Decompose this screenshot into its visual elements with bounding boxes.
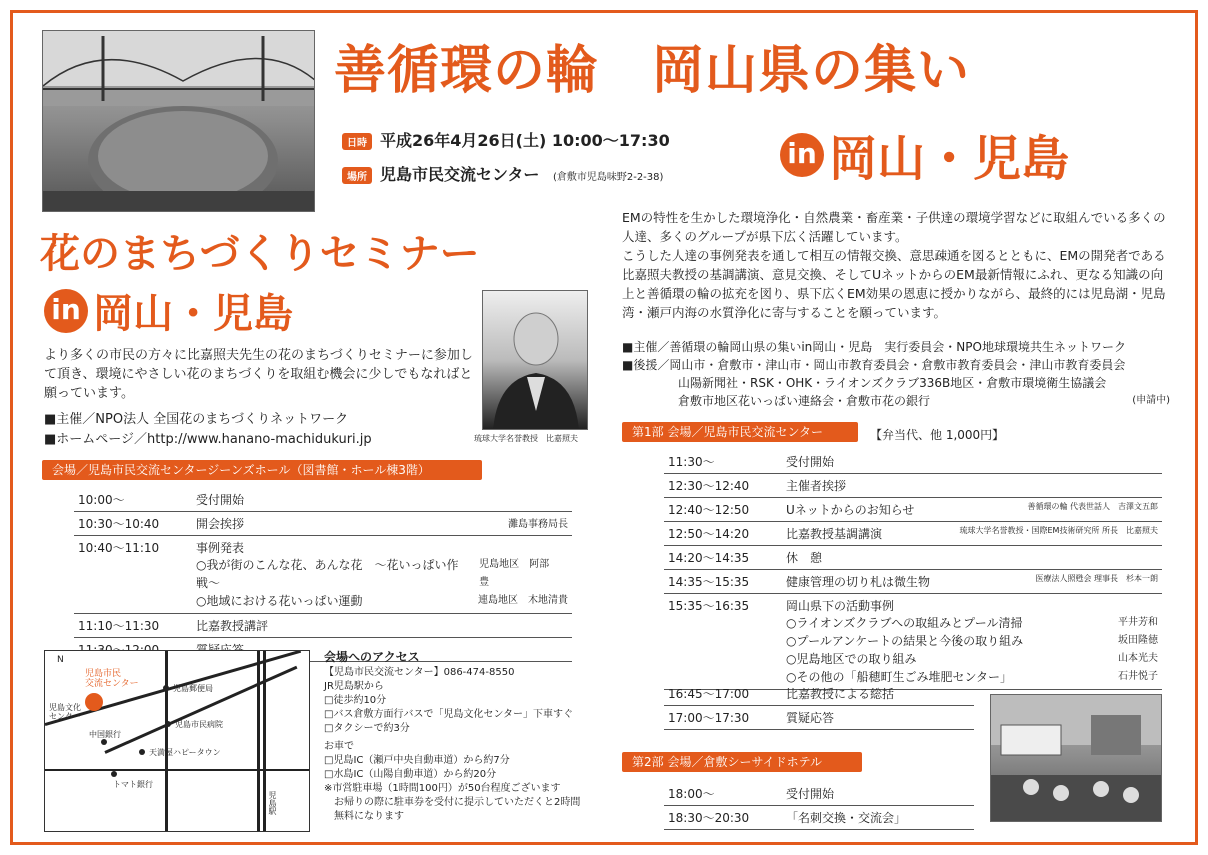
case-area: 連島地区 (478, 595, 518, 606)
seminar-organizer: ■主催／NPO法人 全国花のまちづくりネットワーク (44, 412, 349, 427)
speaker-cell (397, 614, 572, 638)
case-text: ○プールアンケートの結果と今後の取り組み (786, 634, 1024, 648)
case-area: 児島地区 (479, 559, 520, 570)
case-speaker (478, 592, 568, 610)
in-badge: in (780, 133, 824, 177)
seminar-schedule (74, 488, 572, 662)
access-line: □徒歩約10分 (324, 695, 387, 706)
date-row (342, 128, 670, 151)
speaker-cell (943, 546, 1162, 570)
table-row (664, 546, 1162, 570)
map-label-tenmaya: 天満屋ハピータウン (149, 748, 221, 757)
pool-cleaning-photo (990, 694, 1162, 822)
time-cell: 18:00〜 (664, 782, 782, 806)
bridge-monument-photo (42, 30, 315, 212)
time-cell: 14:35〜15:35 (664, 570, 782, 594)
map-road (263, 651, 266, 832)
title-cell: 受付開始 (782, 450, 943, 474)
part2-header: 第2部 会場／倉敷シーサイドホテル (622, 752, 862, 772)
time-cell: 17:00〜17:30 (664, 706, 782, 730)
case-text: ○児島地区での取り組み (786, 652, 917, 666)
access-line: □バス倉敷方面行バスで「児島文化センター」下車すぐ (324, 709, 574, 720)
map-label-station: 児島駅 (268, 791, 277, 815)
professor-portrait (482, 290, 588, 430)
place-tag: 場所 (342, 167, 372, 184)
access-map (44, 650, 310, 832)
seminar-in-badge: in (44, 289, 88, 333)
time-cell: 18:30〜20:30 (664, 806, 782, 830)
table-row (74, 536, 572, 614)
part1-schedule-table (664, 450, 1162, 690)
case-name: 坂田隆徳 (1118, 635, 1158, 646)
map-label-center: 児島市民 交流センター (85, 669, 139, 689)
sponsor-line-row (622, 392, 1170, 410)
table-row (664, 706, 974, 730)
map-road (257, 651, 260, 832)
intro-paragraph: こうした人達の事例発表を通して相互の情報交換、意思疎通を図るとともに、EMの開発者である比嘉照夫教授の基調講演、意見交換、そしてUネットからのEM最新情報にふれ、更なる知識の向上と善循環の輪の拡充を図り、県下広くEM効果の恩恵に授かりながら、最終的には児島湖・児島湾・瀬戸内海の水質浄化に寄与することを願っています。 (622, 248, 1166, 320)
part1-schedule (664, 450, 1162, 690)
table-row (664, 498, 1162, 522)
title-cell: 事例発表 (196, 541, 245, 555)
speaker-cell (943, 474, 1162, 498)
event-date: 平成26年4月26日(土) 10:00〜17:30 (380, 131, 670, 150)
table-row (664, 806, 974, 830)
title-cell: 主催者挨拶 (782, 474, 943, 498)
case-name: 石井悦子 (1118, 671, 1158, 682)
map-label-culture: 児島文化 センター (49, 703, 81, 721)
date-tag: 日時 (342, 133, 372, 150)
time-cell: 12:50〜14:20 (664, 522, 782, 546)
time-cell: 11:30〜 (664, 450, 782, 474)
map-label-hospital: 児島市民病院 (175, 720, 223, 729)
venue-marker (85, 693, 103, 711)
map-poi (163, 685, 169, 691)
time-cell: 16:45〜17:00 (664, 682, 782, 706)
title-cell: 比嘉教授基調講演 (782, 522, 943, 546)
speaker-cell (397, 488, 572, 512)
intro-text (622, 208, 1170, 322)
part1-schedule-end (664, 682, 974, 730)
case-text: ○我が街のこんな花、あんな花 〜花いっぱい作戦〜 (196, 558, 459, 590)
time-cell: 14:20〜14:35 (664, 546, 782, 570)
time-cell: 10:30〜10:40 (74, 512, 192, 536)
access-line: 【児島市民交流センター】086-474-8550 (324, 667, 515, 678)
seminar-venue-header: 会場／児島市民交流センタージーンズホール（図書館・ホール棟3階） (42, 460, 482, 480)
part1-header: 第1部 会場／児島市民交流センター (622, 422, 858, 442)
title-cell: 受付開始 (192, 488, 397, 512)
speaker-cell: 灘島事務局長 (397, 512, 572, 536)
access-line: お帰りの際に駐車券を受付に提示していただくと2時間 (324, 797, 581, 808)
title-cell: 比嘉教授による総括 (782, 682, 974, 706)
map-poi (111, 771, 117, 777)
location-title-block (780, 120, 1069, 189)
case-name: 阿部 豊 (479, 559, 560, 588)
title-cell: 健康管理の切り札は微生物 (782, 570, 943, 594)
case-name: 木地清貴 (528, 595, 568, 606)
case-cell (782, 594, 1162, 690)
event-title: 善循環の輪 岡山県の集い (334, 41, 971, 101)
table-row (664, 682, 974, 706)
seminar-location: 岡山・児島 (93, 291, 294, 337)
title-cell: 「名刺交換・交流会」 (782, 806, 974, 830)
title-cell: 受付開始 (782, 782, 974, 806)
access-line: お車で (324, 741, 354, 752)
map-poi (165, 721, 171, 727)
seminar-title: 花のまちづくりセミナー (40, 231, 480, 277)
access-line: □タクシーで約3分 (324, 723, 410, 734)
intro-paragraph: EMの特性を生かした環境浄化・自然農業・畜産業・子供達の環境学習などに取組んでいる多くの人達、多くのグループが県下広く活躍しています。 (622, 210, 1166, 244)
bridge-illustration (43, 31, 315, 212)
access-line: ※市営駐車場（1時間100円）が50台程度ございます (324, 783, 561, 794)
case-row (196, 556, 568, 592)
sponsor-line: 倉敷市地区花いっぱい連絡会・倉敷市花の銀行 (678, 394, 931, 408)
access-section (324, 650, 594, 824)
case-text: ○地域における花いっぱい運動 (196, 594, 363, 608)
location-title: 岡山・児島 (829, 131, 1070, 187)
north-arrow: N (57, 655, 64, 665)
table-row (664, 594, 1162, 690)
seminar-schedule-table (74, 488, 572, 662)
table-row (664, 450, 1162, 474)
table-row (664, 474, 1162, 498)
title-cell: 岡山県下の活動事例 (786, 599, 895, 613)
event-place: 児島市民交流センター (380, 165, 540, 184)
time-cell: 10:00〜 (74, 488, 192, 512)
sponsor-line: 山陽新聞社・RSK・OHK・ライオンズクラブ336B地区・倉敷市環境衛生協議会 (678, 376, 1107, 390)
map-road (165, 651, 168, 832)
table-row (74, 614, 572, 638)
case-text: ○その他の「船穂町生ごみ堆肥センター」 (786, 670, 1012, 684)
person-illustration (483, 291, 588, 430)
access-line: 無料になります (324, 811, 404, 822)
table-row (74, 488, 572, 512)
time-cell: 11:10〜11:30 (74, 614, 192, 638)
map-road (45, 769, 310, 771)
case-row (786, 632, 1158, 650)
seminar-intro: より多くの市民の方々に比嘉照夫先生の花のまちづくりセミナーに参加して頂き、環境にやさしい花のまちづくりを取組む機会に少しでもなればと願っています。 (44, 348, 473, 401)
case-row (786, 614, 1158, 632)
case-cell (192, 536, 572, 614)
title-cell: Uネットからのお知らせ (782, 498, 943, 522)
time-cell: 15:35〜16:35 (664, 594, 782, 690)
part2-schedule (664, 782, 974, 830)
map-label-post: 児島郵便局 (173, 684, 213, 693)
map-label-chugoku-bank: 中国銀行 (89, 730, 121, 739)
seminar-location-block (44, 282, 293, 339)
time-cell: 12:40〜12:50 (664, 498, 782, 522)
access-line: JR児島駅から (324, 681, 384, 692)
table-row (664, 570, 1162, 594)
title-cell: 休 憩 (782, 546, 943, 570)
portrait-caption: 琉球大学名誉教授 比嘉照夫 (474, 434, 578, 443)
time-cell: 10:40〜11:10 (74, 536, 192, 614)
map-poi (139, 749, 145, 755)
seminar-homepage[interactable]: ■ホームページ／http://www.hanano-machidukuri.jp (44, 432, 372, 447)
main-organizer: ■主催／善循環の輪岡山県の集いin岡山・児島 実行委員会・NPO地球環境共生ネットワーク (622, 340, 1126, 354)
table-row (74, 512, 572, 536)
pool-illustration (991, 695, 1162, 822)
lunch-fee: 【弁当代、他 1,000円】 (870, 428, 1005, 442)
table-row (664, 782, 974, 806)
access-title: 会場へのアクセス (324, 650, 420, 664)
access-line: □児島IC（瀬戸中央自動車道）から約7分 (324, 755, 510, 766)
case-name: 平井芳和 (1118, 617, 1158, 628)
speaker-cell (943, 450, 1162, 474)
sponsor-line: ■後援／岡山市・倉敷市・津山市・岡山市教育委員会・倉敷市教育委員会・津山市教育委員会 (622, 358, 1126, 372)
access-line: □水島IC（山陽自動車道）から約20分 (324, 769, 497, 780)
speaker-cell: 善循環の輪 代表世話人 吉澤文五郎 (943, 498, 1162, 522)
title-cell: 質疑応答 (782, 706, 974, 730)
case-row (786, 650, 1158, 668)
case-row (196, 592, 568, 610)
table-row (664, 522, 1162, 546)
case-name: 山本光夫 (1118, 653, 1158, 664)
credits (622, 338, 1170, 410)
title-cell: 比嘉教授講評 (192, 614, 397, 638)
case-speaker (479, 556, 568, 592)
place-row (342, 162, 663, 185)
speaker-cell: 医療法人照甦会 理事長 杉本一朗 (943, 570, 1162, 594)
case-text: ○ライオンズクラブへの取組みとプール清掃 (786, 616, 1023, 630)
time-cell: 12:30〜12:40 (664, 474, 782, 498)
map-label-tomato-bank: トマト銀行 (113, 780, 153, 789)
speaker-cell: 琉球大学名誉教授・国際EM技術研究所 所長 比嘉照夫 (943, 522, 1162, 546)
title-cell: 開会挨拶 (192, 512, 397, 536)
part2-schedule-table (664, 782, 974, 830)
pending-note: (申請中) (1132, 395, 1170, 406)
part1-schedule-table-end (664, 682, 974, 730)
event-address: (倉敷市児島味野2-2-38) (552, 172, 664, 183)
